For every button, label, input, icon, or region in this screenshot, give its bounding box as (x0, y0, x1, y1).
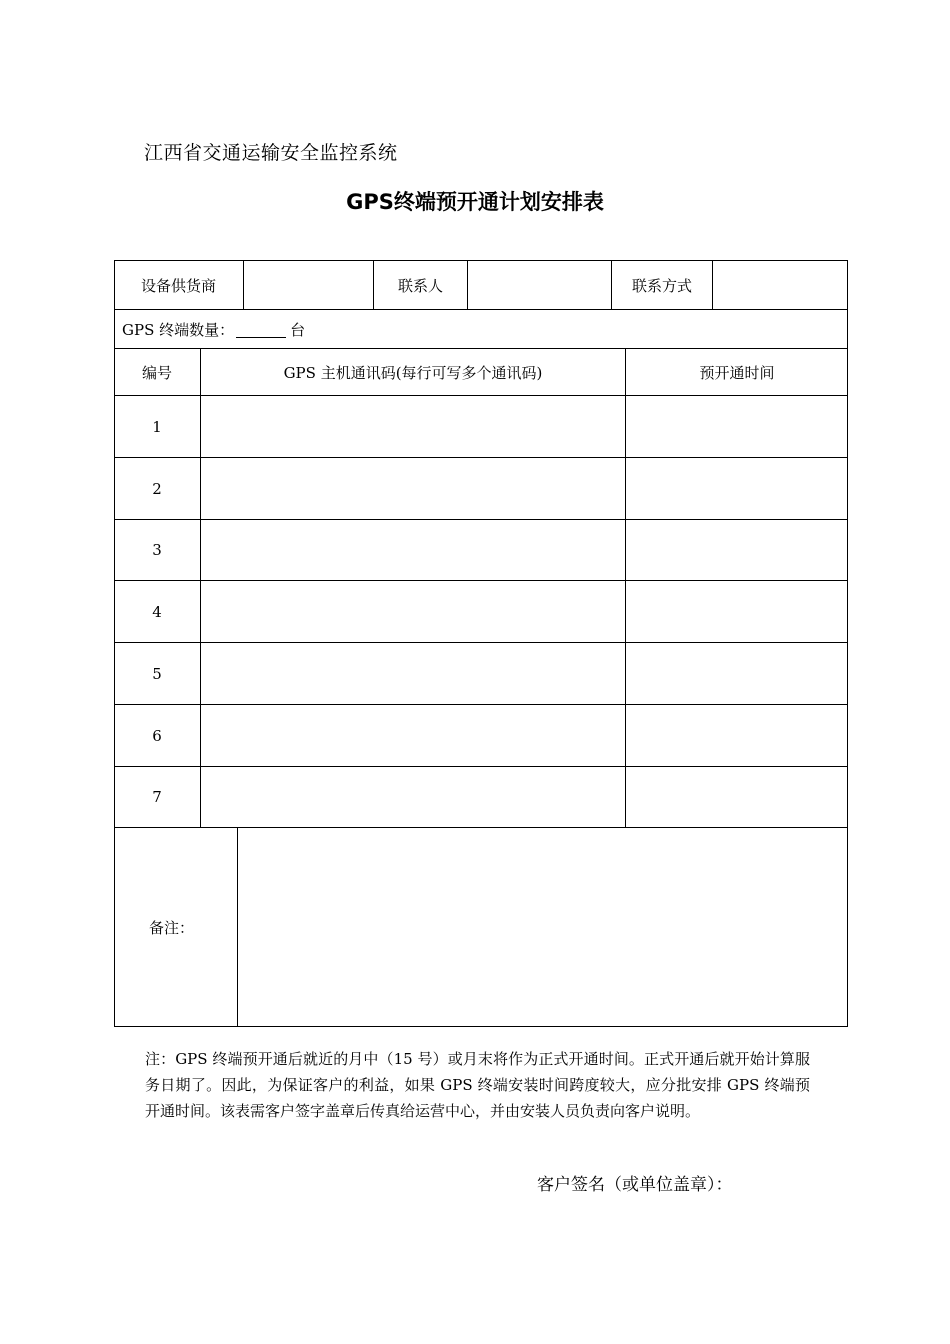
row-number: 2 (152, 479, 162, 498)
table-line (114, 580, 848, 581)
row-number: 3 (152, 541, 162, 559)
phone-field[interactable] (713, 260, 848, 310)
footer-note: 注：GPS 终端预开通后就近的月中（15 号）或月末将作为正式开通时间。正式开通后就开始计算服务日期了。因此，为保证客户的利益，如果 GPS 终端安装时间跨度较大，应分批安排 GPS 终端预开通时间。该表需客户签字盖章后传真给运营中心，并由安装人员负责向客户说明。 (145, 1050, 810, 1120)
quantity-row (122, 310, 822, 348)
row-number: 5 (152, 664, 162, 683)
table-line (114, 766, 848, 767)
remarks-field[interactable] (238, 828, 848, 1027)
table-line (625, 348, 626, 828)
quantity-label: GPS 终端数量： (122, 320, 235, 339)
row-number: 1 (152, 417, 162, 436)
form-title: GPS终端预开通计划安排表 (346, 190, 604, 214)
column-header-gps-code: GPS 主机通讯码(每行可写多个通讯码) (283, 363, 543, 382)
quantity-field[interactable] (236, 321, 286, 338)
table-line (114, 704, 848, 705)
row-number: 4 (152, 602, 162, 621)
contact-field[interactable] (468, 260, 611, 310)
organization-name: 江西省交通运输安全监控系统 (144, 142, 398, 164)
column-header-open-time: 预开通时间 (699, 363, 775, 382)
supplier-field[interactable] (244, 260, 373, 310)
row-number: 7 (152, 788, 162, 806)
supplier-label: 设备供货商 (140, 276, 216, 295)
signature-label: 客户签名（或单位盖章）： (537, 1175, 733, 1195)
table-line (200, 348, 201, 828)
table-line (114, 395, 848, 396)
column-header-number: 编号 (141, 363, 172, 382)
table-line (114, 457, 848, 458)
table-line (114, 519, 848, 520)
table-line (114, 642, 848, 643)
remarks-label: 备注： (148, 919, 194, 937)
phone-label: 联系方式 (631, 276, 692, 295)
contact-label: 联系人 (397, 276, 443, 295)
quantity-unit: 台 (290, 320, 306, 339)
row-number: 6 (152, 726, 162, 745)
